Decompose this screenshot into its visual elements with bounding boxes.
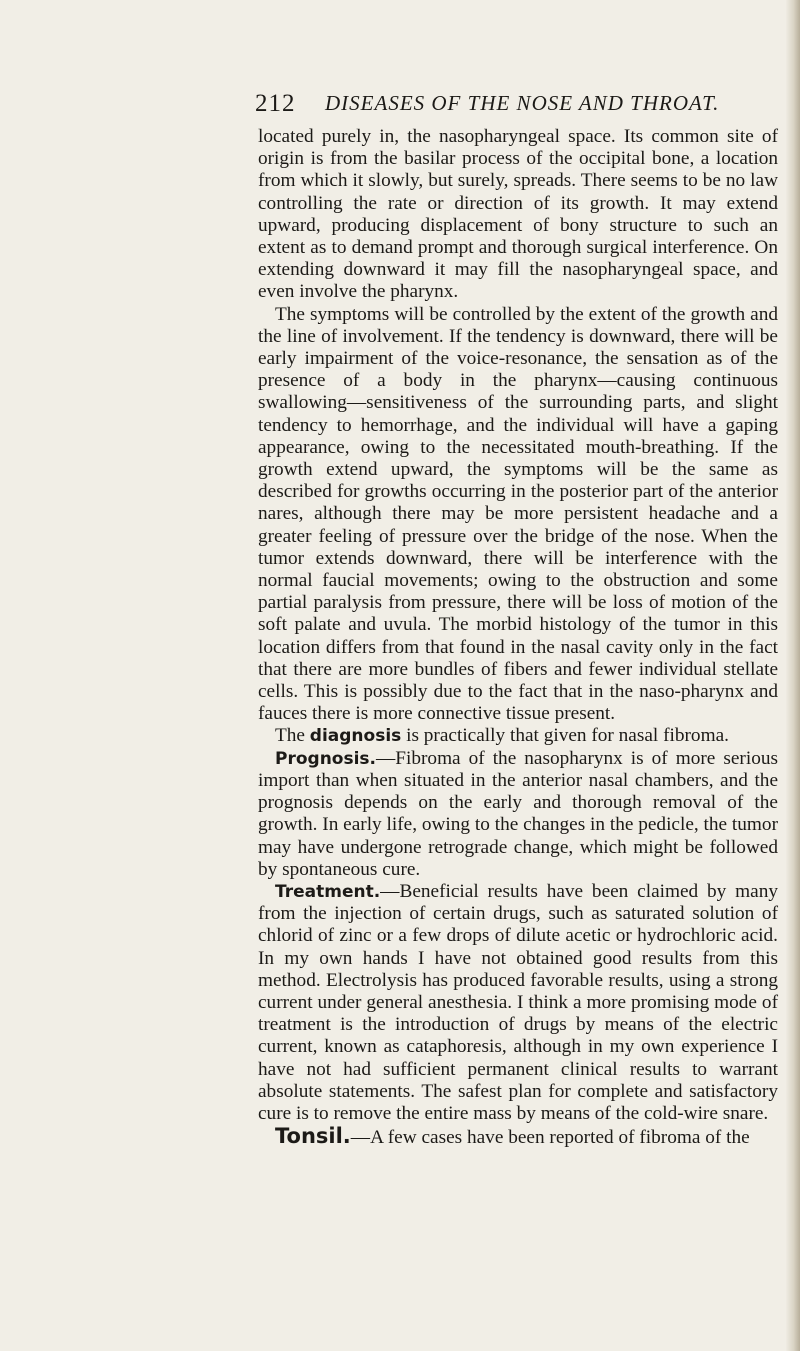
paragraph-text: The symptoms will be controlled by the extent of the growth and the line of involvement. If the tendency is downward, there will be early impairment of the voice-resonance, the sensation as of the presence of a body in the pharynx—causing continuous swallowing—sensitiveness of the surrounding parts, and slight tendency to hemorrhage, and the individual will have a gaping appearance, owing to the necessitated mouth-breathing. If the growth extend upward, the symptoms will be the same as described for growths occurring in the posterior part of the anterior nares, although there may be more persistent headache and a greater feeling of pressure over the bridge of the nose. When the tumor extends downward, there will be interference with the normal faucial movements; owing to the obstruction and some partial paralysis from pressure, there will be loss of motion of the soft palate and uvula. The morbid histology of the tumor in this location differs from that found in the nasal cavity only in the fact that there are more bundles of fibers and fewer individual stellate cells. This is possibly due to the fact that in the naso-pharynx and fauces there is more connective tissue present.	[258, 303, 778, 725]
section-heading-tonsil: Tonsil.	[275, 1124, 351, 1149]
diagnosis-term: diagnosis	[309, 726, 402, 747]
page-edge-shadow	[786, 0, 800, 1351]
paragraph-prognosis	[258, 748, 778, 881]
running-title: DISEASES OF THE NOSE AND THROAT.	[325, 91, 720, 115]
paragraph-continuation	[258, 126, 778, 304]
paragraph-diagnosis	[258, 725, 778, 747]
section-heading-prognosis: Prognosis.	[275, 748, 376, 769]
page-header	[255, 90, 775, 120]
paragraph-tonsil	[258, 1125, 778, 1149]
paragraph-pre: The	[275, 725, 310, 747]
paragraph-text: —A few cases have been reported of fibroma of the	[350, 1127, 750, 1149]
paragraph-text: is practically that given for nasal fibroma.	[401, 725, 729, 747]
paragraph-text: located purely in, the nasopharyngeal space. Its common site of origin is from the basilar process of the occipital bone, a location from which it slowly, but surely, spreads. There seems to be no law controlling the rate or direction of its growth. It may extend upward, producing displacement of bony structure to such an extent as to demand prompt and thorough surgical interference. On extending downward it may fill the nasopharyngeal space, and even involve the pharynx.	[258, 126, 778, 303]
section-heading-treatment: Treatment.	[275, 881, 381, 902]
page-number: 212	[255, 90, 296, 117]
paragraph-treatment	[258, 881, 778, 1125]
paragraph-text: —Beneficial results have been claimed by many from the injection of certain drugs, such as saturated solution of chlorid of zinc or a few drops of dilute acetic or hydrochloric acid. In my own hands I have not obtained good results from this method. Electrolysis has produced favorable results, using a strong current under general anesthesia. I think a more promising mode of treatment is the introduction of drugs by means of the electric current, known as cataphoresis, although in my own experience I have not had sufficient permanent clinical results to warrant absolute statements. The safest plan for complete and satisfactory cure is to remove the entire mass by means of the cold-wire snare.	[258, 880, 778, 1124]
paragraph-symptoms	[258, 304, 778, 726]
body-text	[258, 126, 778, 1149]
paragraph-text: —Fibroma of the nasopharynx is of more serious import than when situated in the anterior nasal chambers, and the prognosis depends on the early and thorough removal of the growth. In early life, owing to the changes in the pedicle, the tumor may have undergone retrograde change, which might be followed by spontaneous cure.	[258, 747, 778, 880]
